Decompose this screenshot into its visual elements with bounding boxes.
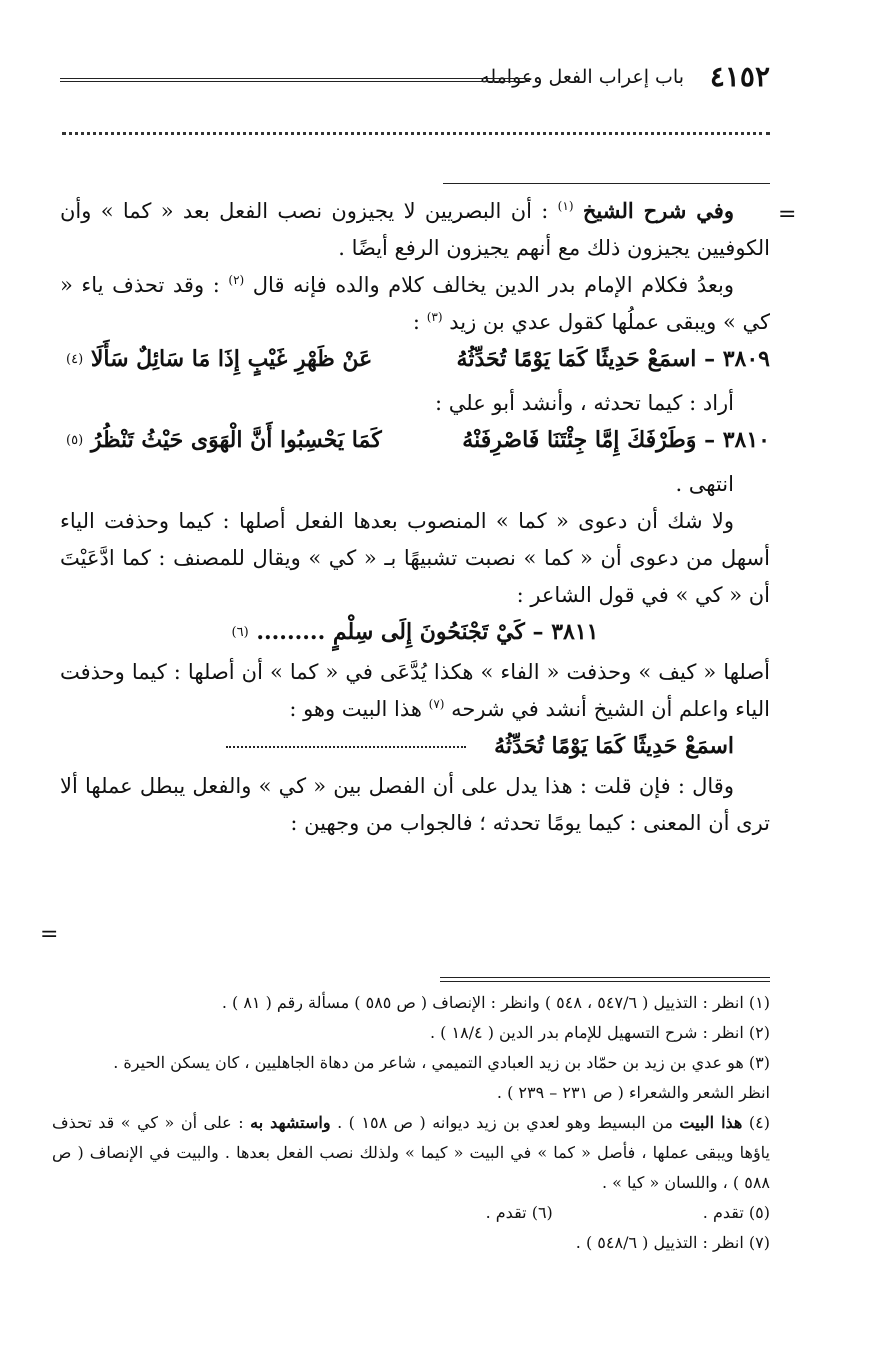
paragraph-6: [60, 654, 770, 728]
footnote-2: (٢) انظر : شرح التسهيل للإمام بدر الدين ( ١٨/٤ ) .: [429, 1023, 770, 1042]
footnote-text: من البسيط وهو لعدي بن زيد ديوانه ( ص ١٥٨ ) .: [337, 1113, 673, 1132]
paragraph-1: [60, 192, 770, 267]
hemistich-text: عَنْ ظَهْرِ غَيْبٍ إِذَا مَا سَائِلٌ سَأَلَا: [90, 346, 373, 372]
paragraph-text: :: [412, 310, 420, 334]
verse-hemistich-2: [66, 341, 372, 378]
header-rule: [60, 78, 530, 82]
verse-text: ٣٨١١ – كَيْ تَجْنَحُونَ إِلَى سِلْمٍ .........: [256, 619, 599, 645]
paragraph-text: : وقد تحذف ياء « كي » ويبقى عملُها كقول عدي بن زيد: [60, 273, 770, 334]
footnote-ref: (٦): [231, 625, 249, 640]
footnote-ref: (٤): [66, 352, 84, 367]
verse-hemistich-2: [66, 422, 382, 459]
footnote-number: (٤): [748, 1113, 770, 1132]
verse-text: اسمَعْ حَدِيثًا كَمَا يَوْمًا تُحَدِّثُهُ: [494, 733, 734, 759]
continuation-mark-bottom: =: [40, 922, 59, 947]
paragraph-2: [60, 267, 770, 341]
dotted-fill: [226, 746, 466, 748]
footnote-ref: (٧): [428, 697, 445, 711]
footnote-1: (١) انظر : التذييل ( ٥٤٧/٦ ، ٥٤٨ ) وانظر : الإنصاف ( ص ٥٨٥ ) مسألة رقم ( ٨١ ) .: [221, 993, 770, 1012]
paragraph-text: : أن البصريين لا يجيزون نصب الفعل بعد « كما » وأن الكوفيين يجيزون ذلك مع أنهم يجيزون الرفع أيضًا .: [60, 199, 770, 260]
footnote-6: (٦) تقدم .: [485, 1203, 553, 1222]
verse-3810: [60, 422, 770, 466]
footnote-bold: هذا البيت: [679, 1113, 743, 1132]
footnote-4: [52, 1108, 770, 1198]
short-rule: [443, 183, 770, 184]
hemistich-text: كَمَا يَحْسِبُوا أَنَّ الْهَوَى حَيْثُ تَنْظُرُ: [90, 427, 382, 453]
paragraph-text: وبعدُ فكلام الإمام بدر الدين يخالف كلام والده فإنه قال: [252, 273, 735, 297]
continuation-mark-top: =: [778, 202, 797, 227]
footnote-text: : على أن « كي » قد تحذف ياؤها ويبقى عملها ، فأصل « كما » في البيت « كيما » ولذلك نصب الفعل بعدها . والبيت في الإنصاف ( ص ٥٨٨ ) ، واللسان « كيا » .: [52, 1113, 770, 1192]
footnote-3: (٣) هو عدي بن زيد بن حمّاد بن زيد العبادي التميمي ، شاعر من دهاة الجاهليين ، كان يسكن الحيرة .: [113, 1053, 770, 1072]
chapter-title: باب إعراب الفعل وعوامله: [480, 66, 684, 88]
footnote-7: (٧) انظر : التذييل ( ٥٤٨/٦ ) .: [575, 1233, 770, 1252]
paragraph-5: ولا شك أن دعوى « كما » المنصوب بعدها الفعل أصلها : كيما وحذفت الياء أسهل من دعوى أن « كما » نصبت تشبيهًا بـ « كي » ويقال للمصنف : كما ادَّعَيْتَ أن « كي » في قول الشاعر :: [60, 509, 770, 607]
footnote-ref: (١): [557, 199, 574, 213]
dotted-separator: [62, 132, 770, 135]
footnotes-5-6: [52, 1198, 770, 1228]
lead-phrase: وفي شرح الشيخ: [582, 198, 734, 223]
verse-hemistich-1: ٣٨٠٩ – اسمَعْ حَدِيثًا كَمَا يَوْمًا تُحَدِّثُهُ: [456, 346, 770, 372]
verse-3809: [60, 341, 770, 385]
verse-repeat: [60, 728, 770, 768]
paragraph-text: أصلها « كيف » وحذفت « الفاء » هكذا يُدَّعَى في « كما » أن أصلها : كيما وحذفت الياء واعلم أن الشيخ أنشد في شرحه: [60, 660, 770, 721]
footnote-ref: (٢): [228, 273, 245, 287]
paragraph-3: أراد : كيما تحدثه ، وأنشد أبو علي :: [435, 391, 734, 415]
footnotes: [52, 988, 770, 1258]
footnote-3-cont: انظر الشعر والشعراء ( ص ٢٣١ – ٢٣٩ ) .: [496, 1083, 770, 1102]
paragraph-7: وقال : فإن قلت : هذا يدل على أن الفصل بين « كي » والفعل يبطل عملها ألا ترى أن المعنى : كيما يومًا تحدثه ؛ فالجواب من وجهين :: [60, 774, 770, 835]
running-header: [60, 60, 770, 100]
footnote-rule: [440, 977, 770, 982]
footnote-ref: (٥): [66, 433, 84, 448]
page-number: ٤١٥٢: [709, 60, 770, 93]
paragraph-4: انتهى .: [675, 472, 734, 496]
main-text: [60, 192, 770, 842]
verse-3811: [60, 614, 770, 654]
footnote-ref: (٣): [426, 310, 443, 324]
verse-hemistich-1: ٣٨١٠ – وَطَرْفَكَ إِمَّا جِئْتَنَا فَاصْرِفَنْهُ: [462, 427, 770, 453]
footnote-5: (٥) تقدم .: [702, 1203, 770, 1222]
paragraph-text: هذا البيت وهو :: [289, 697, 422, 721]
footnote-bold: واستشهد به: [250, 1113, 331, 1132]
